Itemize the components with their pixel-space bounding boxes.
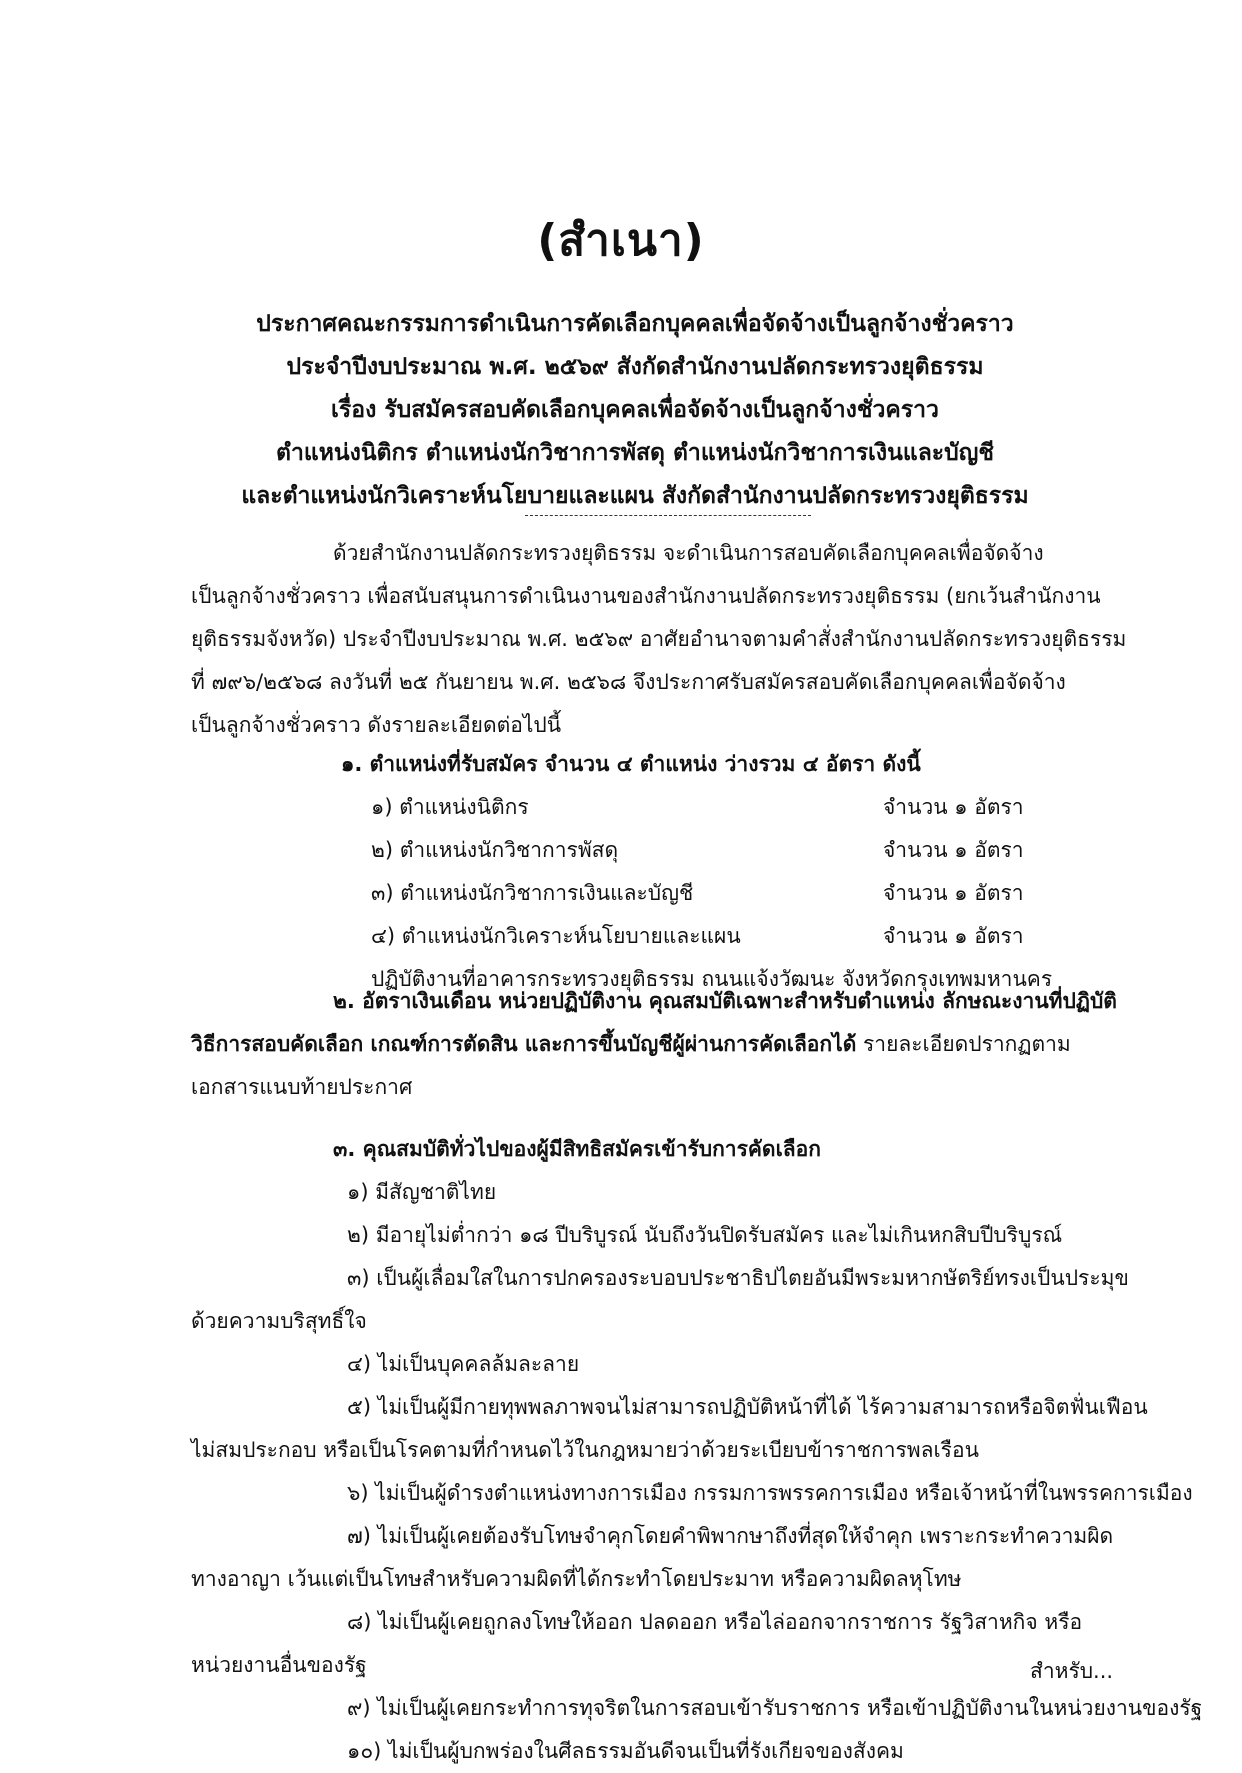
intro-line: เป็นลูกจ้างชั่วคราว เพื่อสนับสนุนการดำเนินงานของสำนักงานปลัดกระทรวงยุติธรรม (ยกเว้นสำนักงาน	[191, 584, 1101, 608]
section2-bold-text: วิธีการสอบคัดเลือก เกณฑ์การตัดสิน และการขึ้นบัญชีผู้ผ่านการคัดเลือกได้	[191, 1032, 857, 1056]
qualification-item: ๔) ไม่เป็นบุคคลล้มละลาย	[347, 1352, 580, 1376]
position-name: ๑) ตำแหน่งนิติกร	[371, 795, 529, 819]
qualification-item: ๖) ไม่เป็นผู้ดำรงตำแหน่งทางการเมือง กรรมการพรรคการเมือง หรือเจ้าหน้าที่ในพรรคการเมือง	[347, 1481, 1193, 1505]
qualification-item: ๑๐) ไม่เป็นผู้บกพร่องในศีลธรรมอันดีจนเป็นที่รังเกียจของสังคม	[347, 1739, 904, 1763]
workplace-text: ปฏิบัติงานที่อาคารกระทรวงยุติธรรม ถนนแจ้งวัฒนะ จังหวัดกรุงเทพมหานคร	[371, 967, 1053, 991]
position-row	[191, 786, 1131, 829]
section2-text: รายละเอียดปรากฏตาม	[856, 1032, 1071, 1056]
qualification-item: ๘) ไม่เป็นผู้เคยถูกลงโทษให้ออก ปลดออก หรือไล่ออกจากราชการ รัฐวิสาหกิจ หรือ	[347, 1610, 1083, 1634]
section-positions	[191, 743, 1131, 1001]
section-qualifications	[191, 1128, 1203, 1773]
heading-line: เรื่อง รับสมัครสอบคัดเลือกบุคคลเพื่อจัดจ้างเป็นลูกจ้างชั่วคราว	[331, 397, 939, 423]
heading-line: และตำแหน่งนักวิเคราะห์นโยบายและแผน สังกัดสำนักงานปลัดกระทรวงยุติธรรม	[241, 483, 1029, 509]
qualification-continuation: หน่วยงานอื่นของรัฐ	[191, 1653, 367, 1677]
section2-line: เอกสารแนบท้ายประกาศ	[191, 1075, 413, 1099]
position-count: จำนวน ๑ อัตรา	[883, 881, 1024, 905]
qualification-item: ๕) ไม่เป็นผู้มีกายทุพพลภาพจนไม่สามารถปฏิบัติหน้าที่ได้ ไร้ความสามารถหรือจิตฟั่นเฟือน	[347, 1395, 1148, 1419]
qualification-continuation: ด้วยความบริสุทธิ์ใจ	[191, 1309, 367, 1333]
heading-line: ประกาศคณะกรรมการดำเนินการคัดเลือกบุคคลเพื่อจัดจ้างเป็นลูกจ้างชั่วคราว	[256, 311, 1014, 337]
intro-line: ยุติธรรมจังหวัด) ประจำปีงบประมาณ พ.ศ. ๒๕๖๙ อาศัยอำนาจตามคำสั่งสำนักงานปลัดกระทรวงยุติธรรม	[191, 627, 1127, 651]
position-row	[191, 829, 1131, 872]
qualification-item: ๙) ไม่เป็นผู้เคยกระทำการทุจริตในการสอบเข้ารับราชการ หรือเข้าปฏิบัติงานในหน่วยงานของรัฐ	[347, 1696, 1203, 1720]
qualification-item: ๗) ไม่เป็นผู้เคยต้องรับโทษจำคุกโดยคำพิพากษาถึงที่สุดให้จำคุก เพราะกระทำความผิด	[347, 1524, 1114, 1548]
position-name: ๒) ตำแหน่งนักวิชาการพัสดุ	[371, 838, 619, 862]
position-count: จำนวน ๑ อัตรา	[883, 838, 1024, 862]
position-name: ๓) ตำแหน่งนักวิชาการเงินและบัญชี	[371, 881, 694, 905]
announcement-heading	[150, 303, 1120, 518]
qualification-continuation: ทางอาญา เว้นแต่เป็นโทษสำหรับความผิดที่ได้กระทำโดยประมาท หรือความผิดลหุโทษ	[191, 1567, 962, 1591]
position-row	[191, 872, 1131, 915]
intro-paragraph	[191, 532, 1131, 747]
qualification-item: ๑) มีสัญชาติไทย	[347, 1180, 497, 1204]
intro-line: ที่ ๗๙๖/๒๕๖๘ ลงวันที่ ๒๕ กันยายน พ.ศ. ๒๕๖๘ จึงประกาศรับสมัครสอบคัดเลือกบุคคลเพื่อจัดจ้าง	[191, 670, 1066, 694]
position-count: จำนวน ๑ อัตรา	[883, 924, 1024, 948]
intro-line: เป็นลูกจ้างชั่วคราว ดังรายละเอียดต่อไปนี้	[191, 713, 562, 737]
copy-mark: (สำเนา)	[537, 215, 705, 266]
qualification-item: ๒) มีอายุไม่ต่ำกว่า ๑๘ ปีบริบูรณ์ นับถึงวันปิดรับสมัคร และไม่เกินหกสิบปีบริบูรณ์	[347, 1223, 1063, 1247]
section-title: ๓. คุณสมบัติทั่วไปของผู้มีสิทธิสมัครเข้ารับการคัดเลือก	[333, 1137, 821, 1161]
position-name: ๔) ตำแหน่งนักวิเคราะห์นโยบายและแผน	[371, 924, 741, 948]
heading-divider	[525, 515, 811, 516]
section-title: ๑. ตำแหน่งที่รับสมัคร จำนวน ๔ ตำแหน่ง ว่างรวม ๔ อัตรา ดังนี้	[341, 752, 921, 776]
qualification-continuation: ไม่สมประกอบ หรือเป็นโรคตามที่กำหนดไว้ในกฎหมายว่าด้วยระเบียบข้าราชการพลเรือน	[191, 1438, 979, 1462]
continuation-marker: สำหรับ...	[1030, 1659, 1114, 1683]
position-count: จำนวน ๑ อัตรา	[883, 795, 1024, 819]
intro-line: ด้วยสำนักงานปลัดกระทรวงยุติธรรม จะดำเนินการสอบคัดเลือกบุคคลเพื่อจัดจ้าง	[333, 541, 1044, 565]
position-row	[191, 915, 1131, 958]
heading-line: ตำแหน่งนิติกร ตำแหน่งนักวิชาการพัสดุ ตำแหน่งนักวิชาการเงินและบัญชี	[276, 440, 994, 466]
section-details	[191, 980, 1131, 1109]
section2-line: ๒. อัตราเงินเดือน หน่วยปฏิบัติงาน คุณสมบัติเฉพาะสำหรับตำแหน่ง ลักษณะงานที่ปฏิบัติ	[333, 989, 1117, 1013]
section2-line	[191, 1023, 1131, 1066]
heading-line: ประจำปีงบประมาณ พ.ศ. ๒๕๖๙ สังกัดสำนักงานปลัดกระทรวงยุติธรรม	[286, 354, 984, 380]
qualification-item: ๓) เป็นผู้เลื่อมใสในการปกครองระบอบประชาธิปไตยอันมีพระมหากษัตริย์ทรงเป็นประมุข	[347, 1266, 1129, 1290]
